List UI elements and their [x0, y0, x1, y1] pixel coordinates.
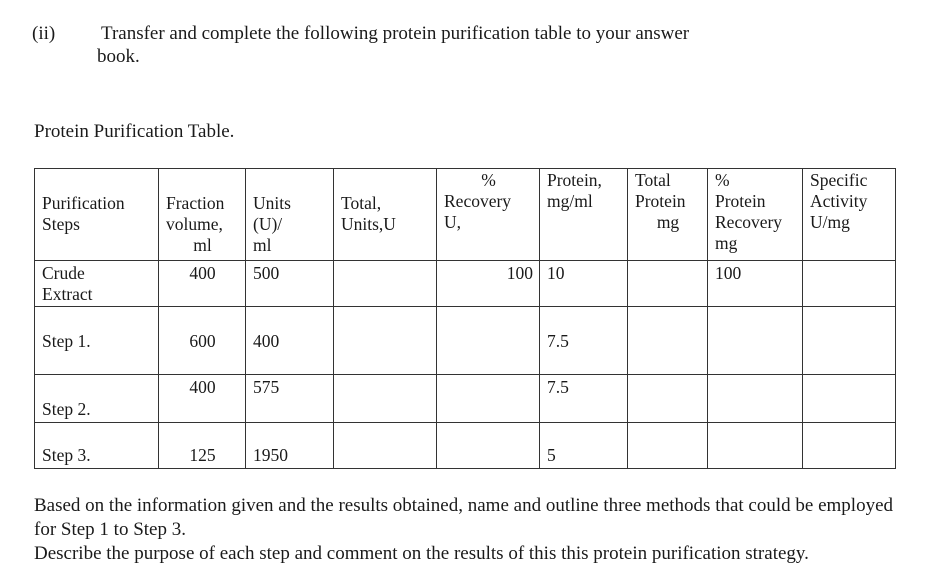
cell-units: 1950 — [246, 423, 334, 469]
question-text-line2: book. — [97, 46, 140, 68]
cell-protein: 5 — [540, 423, 628, 469]
cell-total-units — [334, 375, 437, 423]
header-recovery-u: % Recovery U, — [437, 169, 540, 261]
cell-recovery-mg — [708, 423, 803, 469]
cell-specific-activity — [803, 261, 896, 307]
cell-protein: 7.5 — [540, 375, 628, 423]
table-header-row — [35, 169, 896, 261]
cell-specific-activity — [803, 307, 896, 375]
header-steps: Purification Steps — [35, 169, 159, 261]
header-specific-activity: Specific Activity U/mg — [803, 169, 896, 261]
cell-fraction-volume: 400 — [159, 261, 246, 307]
cell-total-protein — [628, 423, 708, 469]
cell-step: Crude Extract — [35, 261, 159, 307]
cell-total-protein — [628, 375, 708, 423]
closing-paragraph-2: Describe the purpose of each step and comment on the results of this this protein purification strategy. — [34, 542, 809, 564]
cell-step: Step 1. — [35, 307, 159, 375]
header-recovery-mg: % Protein Recovery mg — [708, 169, 803, 261]
table-row — [35, 261, 896, 307]
table-row — [35, 307, 896, 375]
question-text — [97, 22, 821, 68]
cell-recovery-u — [437, 375, 540, 423]
closing-paragraph-1: Based on the information given and the results obtained, name and outline three methods that could be employed for Step 1 to Step 3. — [34, 495, 893, 540]
cell-units: 500 — [246, 261, 334, 307]
header-fraction-volume: Fraction volume, ml — [159, 169, 246, 261]
cell-recovery-mg — [708, 307, 803, 375]
header-protein: Protein, mg/ml — [540, 169, 628, 261]
table-row — [35, 375, 896, 423]
table-row — [35, 423, 896, 469]
cell-recovery-u — [437, 307, 540, 375]
closing-instructions — [34, 494, 894, 565]
cell-specific-activity — [803, 375, 896, 423]
cell-recovery-mg — [708, 375, 803, 423]
cell-total-units — [334, 307, 437, 375]
cell-protein: 10 — [540, 261, 628, 307]
cell-fraction-volume: 600 — [159, 307, 246, 375]
header-units: Units (U)/ ml — [246, 169, 334, 261]
cell-recovery-u: 100 — [437, 261, 540, 307]
cell-total-protein — [628, 307, 708, 375]
cell-step: Step 3. — [35, 423, 159, 469]
cell-units: 575 — [246, 375, 334, 423]
cell-fraction-volume: 400 — [159, 375, 246, 423]
cell-total-protein — [628, 261, 708, 307]
cell-recovery-mg: 100 — [708, 261, 803, 307]
question-number: (ii) — [32, 23, 56, 44]
table-title: Protein Purification Table. — [34, 121, 235, 142]
cell-units: 400 — [246, 307, 334, 375]
header-total-protein: Total Protein mg — [628, 169, 708, 261]
cell-protein: 7.5 — [540, 307, 628, 375]
header-total-units: Total, Units,U — [334, 169, 437, 261]
cell-total-units — [334, 423, 437, 469]
cell-recovery-u — [437, 423, 540, 469]
purification-table — [34, 168, 896, 469]
cell-fraction-volume: 125 — [159, 423, 246, 469]
cell-specific-activity — [803, 423, 896, 469]
question-text-line1: Transfer and complete the following protein purification table to your answer — [101, 23, 690, 44]
cell-total-units — [334, 261, 437, 307]
cell-step: Step 2. — [35, 375, 159, 423]
